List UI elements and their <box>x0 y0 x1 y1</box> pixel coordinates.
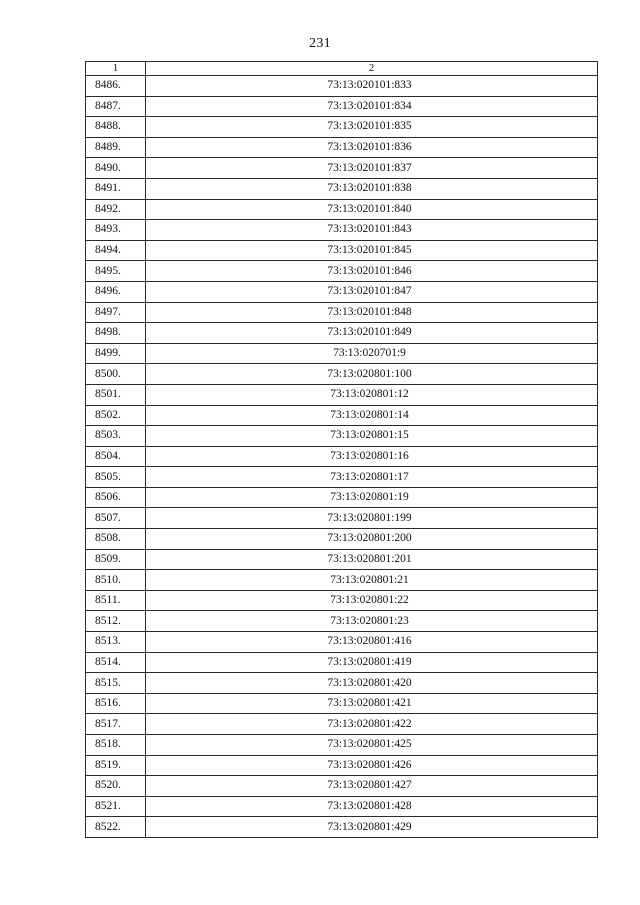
table-row <box>86 714 598 735</box>
row-number: 8489. <box>86 137 146 158</box>
table-row <box>86 158 598 179</box>
cadastral-number-cell <box>146 549 598 570</box>
table-row <box>86 529 598 550</box>
row-number: 8487. <box>86 96 146 117</box>
cadastral-number-cell <box>146 714 598 735</box>
cadastral-number: 73:13:020101:837 <box>327 161 412 174</box>
cadastral-number-cell <box>146 220 598 241</box>
row-number: 8513. <box>86 632 146 653</box>
row-number: 8497. <box>86 302 146 323</box>
row-number: 8518. <box>86 735 146 756</box>
row-number: 8494. <box>86 240 146 261</box>
cadastral-number-cell <box>146 632 598 653</box>
cadastral-number: 73:13:020101:848 <box>327 305 412 318</box>
table-row <box>86 735 598 756</box>
table-row <box>86 117 598 138</box>
cadastral-number: 73:13:020801:21 <box>330 573 409 586</box>
row-number: 8486. <box>86 76 146 97</box>
table-row <box>86 220 598 241</box>
cadastral-number: 73:13:020801:429 <box>327 820 412 833</box>
column-header-2: 2 <box>146 62 598 76</box>
row-number: 8504. <box>86 446 146 467</box>
row-number: 8503. <box>86 426 146 447</box>
cadastral-number-cell <box>146 323 598 344</box>
cadastral-number-cell <box>146 76 598 97</box>
cadastral-number-cell <box>146 735 598 756</box>
table-row <box>86 364 598 385</box>
cadastral-number: 73:13:020801:425 <box>327 738 412 751</box>
table-row <box>86 673 598 694</box>
cadastral-number-cell <box>146 384 598 405</box>
cadastral-number-cell <box>146 446 598 467</box>
cadastral-number: 73:13:020801:23 <box>330 614 409 627</box>
row-number: 8488. <box>86 117 146 138</box>
cadastral-number: 73:13:020101:847 <box>327 285 412 298</box>
cadastral-number: 73:13:020701:9 <box>333 347 406 360</box>
table-row <box>86 611 598 632</box>
table-row <box>86 240 598 261</box>
table-row <box>86 137 598 158</box>
cadastral-number-cell <box>146 158 598 179</box>
cadastral-number-cell <box>146 529 598 550</box>
table-row <box>86 96 598 117</box>
cadastral-number: 73:13:020101:846 <box>327 264 412 277</box>
cadastral-number-cell <box>146 178 598 199</box>
cadastral-number: 73:13:020801:420 <box>327 676 412 689</box>
cadastral-number-cell <box>146 673 598 694</box>
table-row <box>86 343 598 364</box>
cadastral-number: 73:13:020101:838 <box>327 182 412 195</box>
cadastral-number: 73:13:020101:834 <box>327 99 412 112</box>
cadastral-number-cell <box>146 405 598 426</box>
cadastral-number: 73:13:020801:12 <box>330 388 409 401</box>
cadastral-number-cell <box>146 570 598 591</box>
cadastral-number: 73:13:020101:843 <box>327 223 412 236</box>
row-number: 8498. <box>86 323 146 344</box>
cadastral-number-cell <box>146 281 598 302</box>
row-number: 8519. <box>86 755 146 776</box>
cadastral-number: 73:13:020801:427 <box>327 779 412 792</box>
table-row <box>86 817 598 838</box>
row-number: 8507. <box>86 508 146 529</box>
cadastral-number: 73:13:020801:16 <box>330 449 409 462</box>
table-row <box>86 446 598 467</box>
cadastral-number-cell <box>146 302 598 323</box>
cadastral-number-cell <box>146 611 598 632</box>
table-header <box>86 62 598 76</box>
table-row <box>86 281 598 302</box>
cadastral-number-cell <box>146 755 598 776</box>
cadastral-number: 73:13:020101:835 <box>327 120 412 133</box>
cadastral-number-cell <box>146 199 598 220</box>
cadastral-number: 73:13:020801:419 <box>327 655 412 668</box>
cadastral-number-cell <box>146 261 598 282</box>
cadastral-number-cell <box>146 426 598 447</box>
cadastral-number: 73:13:020801:416 <box>327 635 412 648</box>
column-header-1: 1 <box>86 62 146 76</box>
table-row <box>86 199 598 220</box>
row-number: 8514. <box>86 652 146 673</box>
table-row <box>86 323 598 344</box>
cadastral-number: 73:13:020801:14 <box>330 408 409 421</box>
row-number: 8510. <box>86 570 146 591</box>
row-number: 8502. <box>86 405 146 426</box>
cadastral-number: 73:13:020801:19 <box>330 491 409 504</box>
table-row <box>86 426 598 447</box>
cadastral-number: 73:13:020801:426 <box>327 758 412 771</box>
row-number: 8508. <box>86 529 146 550</box>
table-row <box>86 302 598 323</box>
cadastral-number: 73:13:020801:15 <box>330 429 409 442</box>
row-number: 8500. <box>86 364 146 385</box>
row-number: 8511. <box>86 590 146 611</box>
row-number: 8493. <box>86 220 146 241</box>
row-number: 8515. <box>86 673 146 694</box>
cadastral-number: 73:13:020801:199 <box>327 511 412 524</box>
cadastral-number-cell <box>146 776 598 797</box>
table-row <box>86 261 598 282</box>
table-row <box>86 549 598 570</box>
row-number: 8490. <box>86 158 146 179</box>
cadastral-number-cell <box>146 117 598 138</box>
row-number: 8509. <box>86 549 146 570</box>
cadastral-number-cell <box>146 796 598 817</box>
cadastral-number-table <box>85 61 598 838</box>
cadastral-number: 73:13:020801:421 <box>327 697 412 710</box>
row-number: 8499. <box>86 343 146 364</box>
cadastral-number: 73:13:020801:201 <box>327 552 412 565</box>
row-number: 8505. <box>86 467 146 488</box>
table-row <box>86 487 598 508</box>
row-number: 8522. <box>86 817 146 838</box>
table-row <box>86 652 598 673</box>
row-number: 8495. <box>86 261 146 282</box>
row-number: 8491. <box>86 178 146 199</box>
cadastral-number: 73:13:020801:100 <box>327 367 412 380</box>
table-row <box>86 776 598 797</box>
cadastral-number-cell <box>146 96 598 117</box>
row-number: 8520. <box>86 776 146 797</box>
cadastral-number-cell <box>146 467 598 488</box>
cadastral-number: 73:13:020801:22 <box>330 594 409 607</box>
cadastral-number: 73:13:020101:833 <box>327 79 412 92</box>
cadastral-number: 73:13:020101:849 <box>327 326 412 339</box>
cadastral-number-cell <box>146 590 598 611</box>
cadastral-number-cell <box>146 652 598 673</box>
table-row <box>86 467 598 488</box>
row-number: 8517. <box>86 714 146 735</box>
table-row <box>86 76 598 97</box>
table-row <box>86 178 598 199</box>
table-row <box>86 796 598 817</box>
table-header-row <box>86 62 598 76</box>
row-number: 8492. <box>86 199 146 220</box>
table-row <box>86 405 598 426</box>
cadastral-number: 73:13:020801:428 <box>327 800 412 813</box>
table-body <box>86 76 598 838</box>
table-row <box>86 384 598 405</box>
row-number: 8521. <box>86 796 146 817</box>
row-number: 8516. <box>86 693 146 714</box>
row-number: 8496. <box>86 281 146 302</box>
table-row <box>86 755 598 776</box>
row-number: 8506. <box>86 487 146 508</box>
cadastral-number-cell <box>146 343 598 364</box>
cadastral-number-cell <box>146 693 598 714</box>
cadastral-number: 73:13:020101:836 <box>327 141 412 154</box>
cadastral-number-cell <box>146 137 598 158</box>
cadastral-number-cell <box>146 364 598 385</box>
row-number: 8501. <box>86 384 146 405</box>
table-row <box>86 693 598 714</box>
table-row <box>86 570 598 591</box>
cadastral-number: 73:13:020801:17 <box>330 470 409 483</box>
row-number: 8512. <box>86 611 146 632</box>
cadastral-number-cell <box>146 817 598 838</box>
cadastral-number-cell <box>146 508 598 529</box>
table-row <box>86 590 598 611</box>
cadastral-number-cell <box>146 240 598 261</box>
cadastral-number: 73:13:020101:840 <box>327 202 412 215</box>
cadastral-number: 73:13:020801:422 <box>327 717 412 730</box>
cadastral-number: 73:13:020801:200 <box>327 532 412 545</box>
cadastral-number: 73:13:020101:845 <box>327 244 412 257</box>
cadastral-number-cell <box>146 487 598 508</box>
table-row <box>86 508 598 529</box>
page-number: 231 <box>309 36 331 51</box>
table-row <box>86 632 598 653</box>
